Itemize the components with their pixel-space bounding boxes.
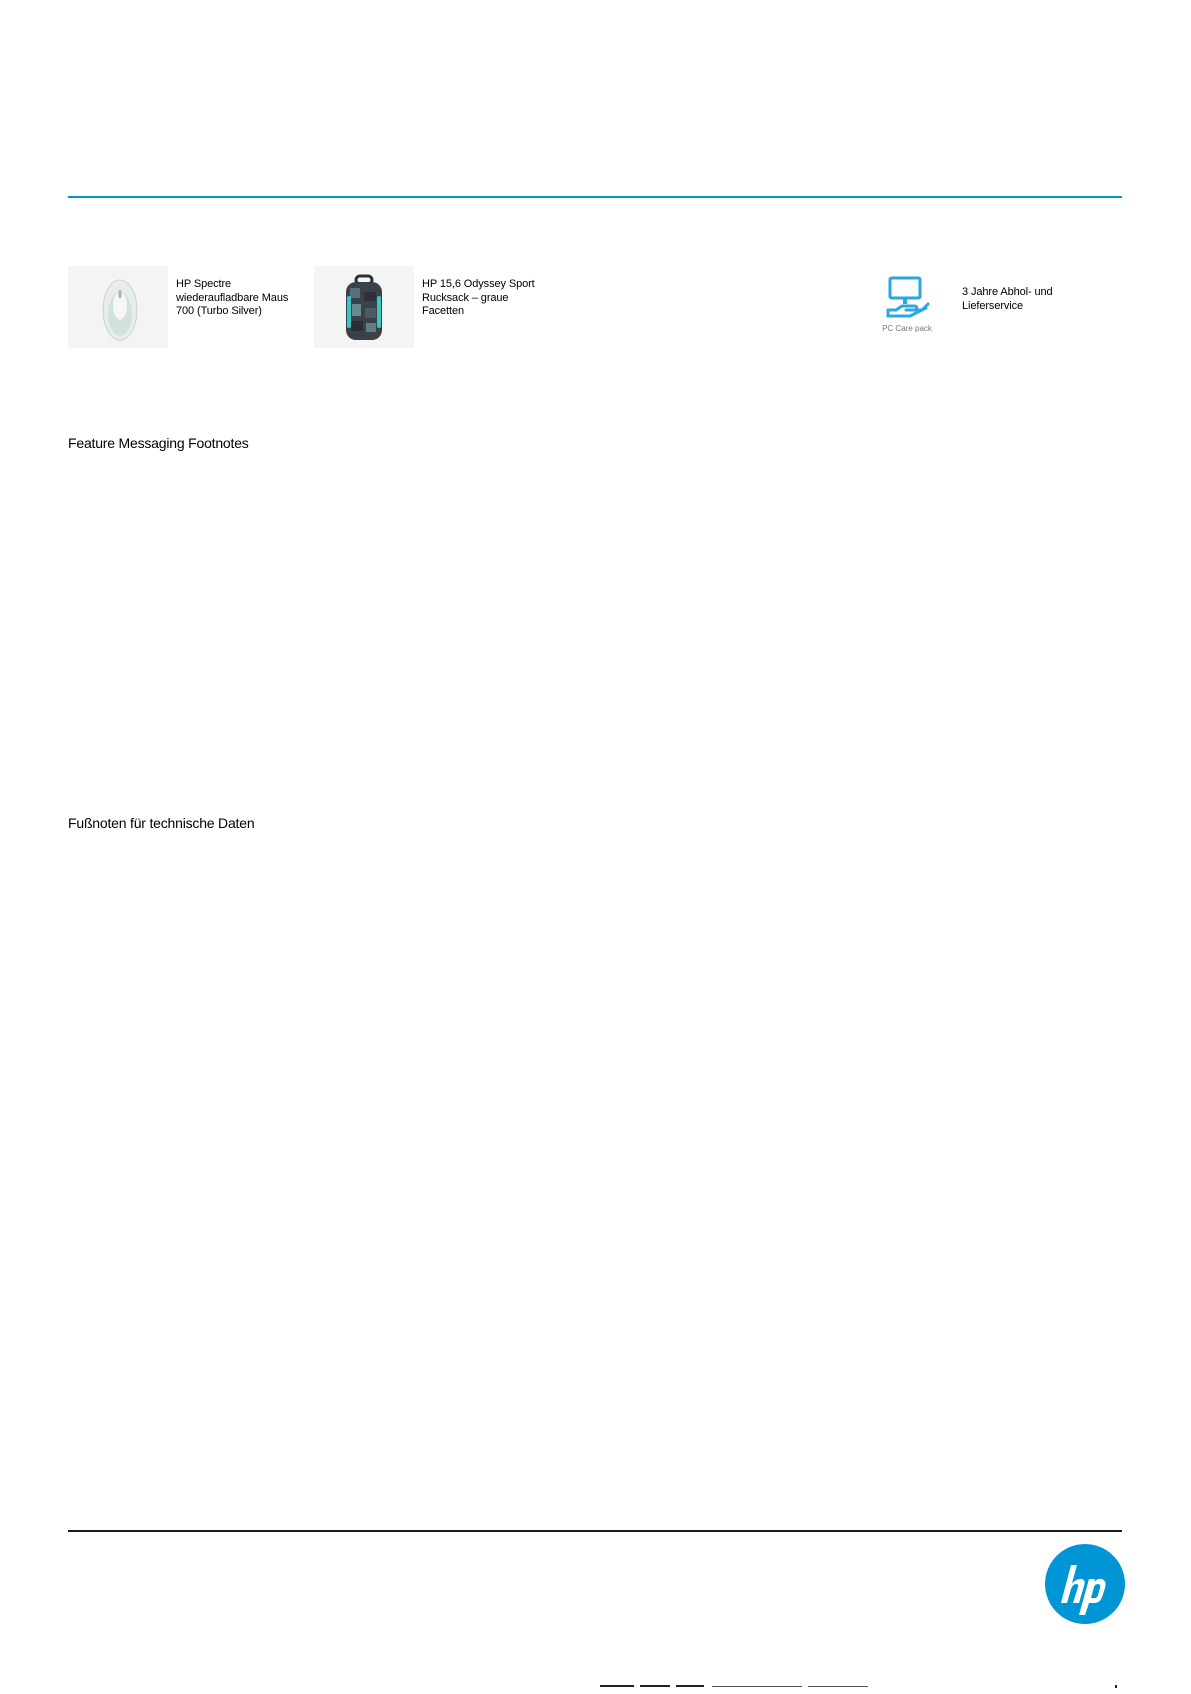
footer-divider	[68, 1530, 1122, 1532]
page-bottom-strip	[600, 1676, 1120, 1682]
pc-care-pack-icon	[872, 266, 942, 348]
accessory-mouse	[68, 266, 308, 348]
feature-footnotes-heading: Feature Messaging Footnotes	[68, 435, 249, 451]
hp-logo	[1044, 1543, 1126, 1625]
header-divider	[68, 196, 1122, 198]
care-pack-caption: PC Care pack	[882, 324, 932, 333]
accessory-mouse-label: HP Spectre wiederaufladbare Maus 700 (Turbo Silver)	[176, 278, 289, 317]
backpack-icon	[314, 266, 414, 348]
tech-footnotes-heading: Fußnoten für technische Daten	[68, 815, 255, 831]
accessory-backpack	[314, 266, 554, 348]
accessory-backpack-label: HP 15,6 Odyssey Sport Rucksack – graue Facetten	[422, 278, 535, 317]
mouse-icon	[68, 266, 168, 348]
accessory-care-pack	[872, 266, 1132, 348]
care-pack-label: 3 Jahre Abhol- und Lieferservice	[962, 286, 1053, 312]
